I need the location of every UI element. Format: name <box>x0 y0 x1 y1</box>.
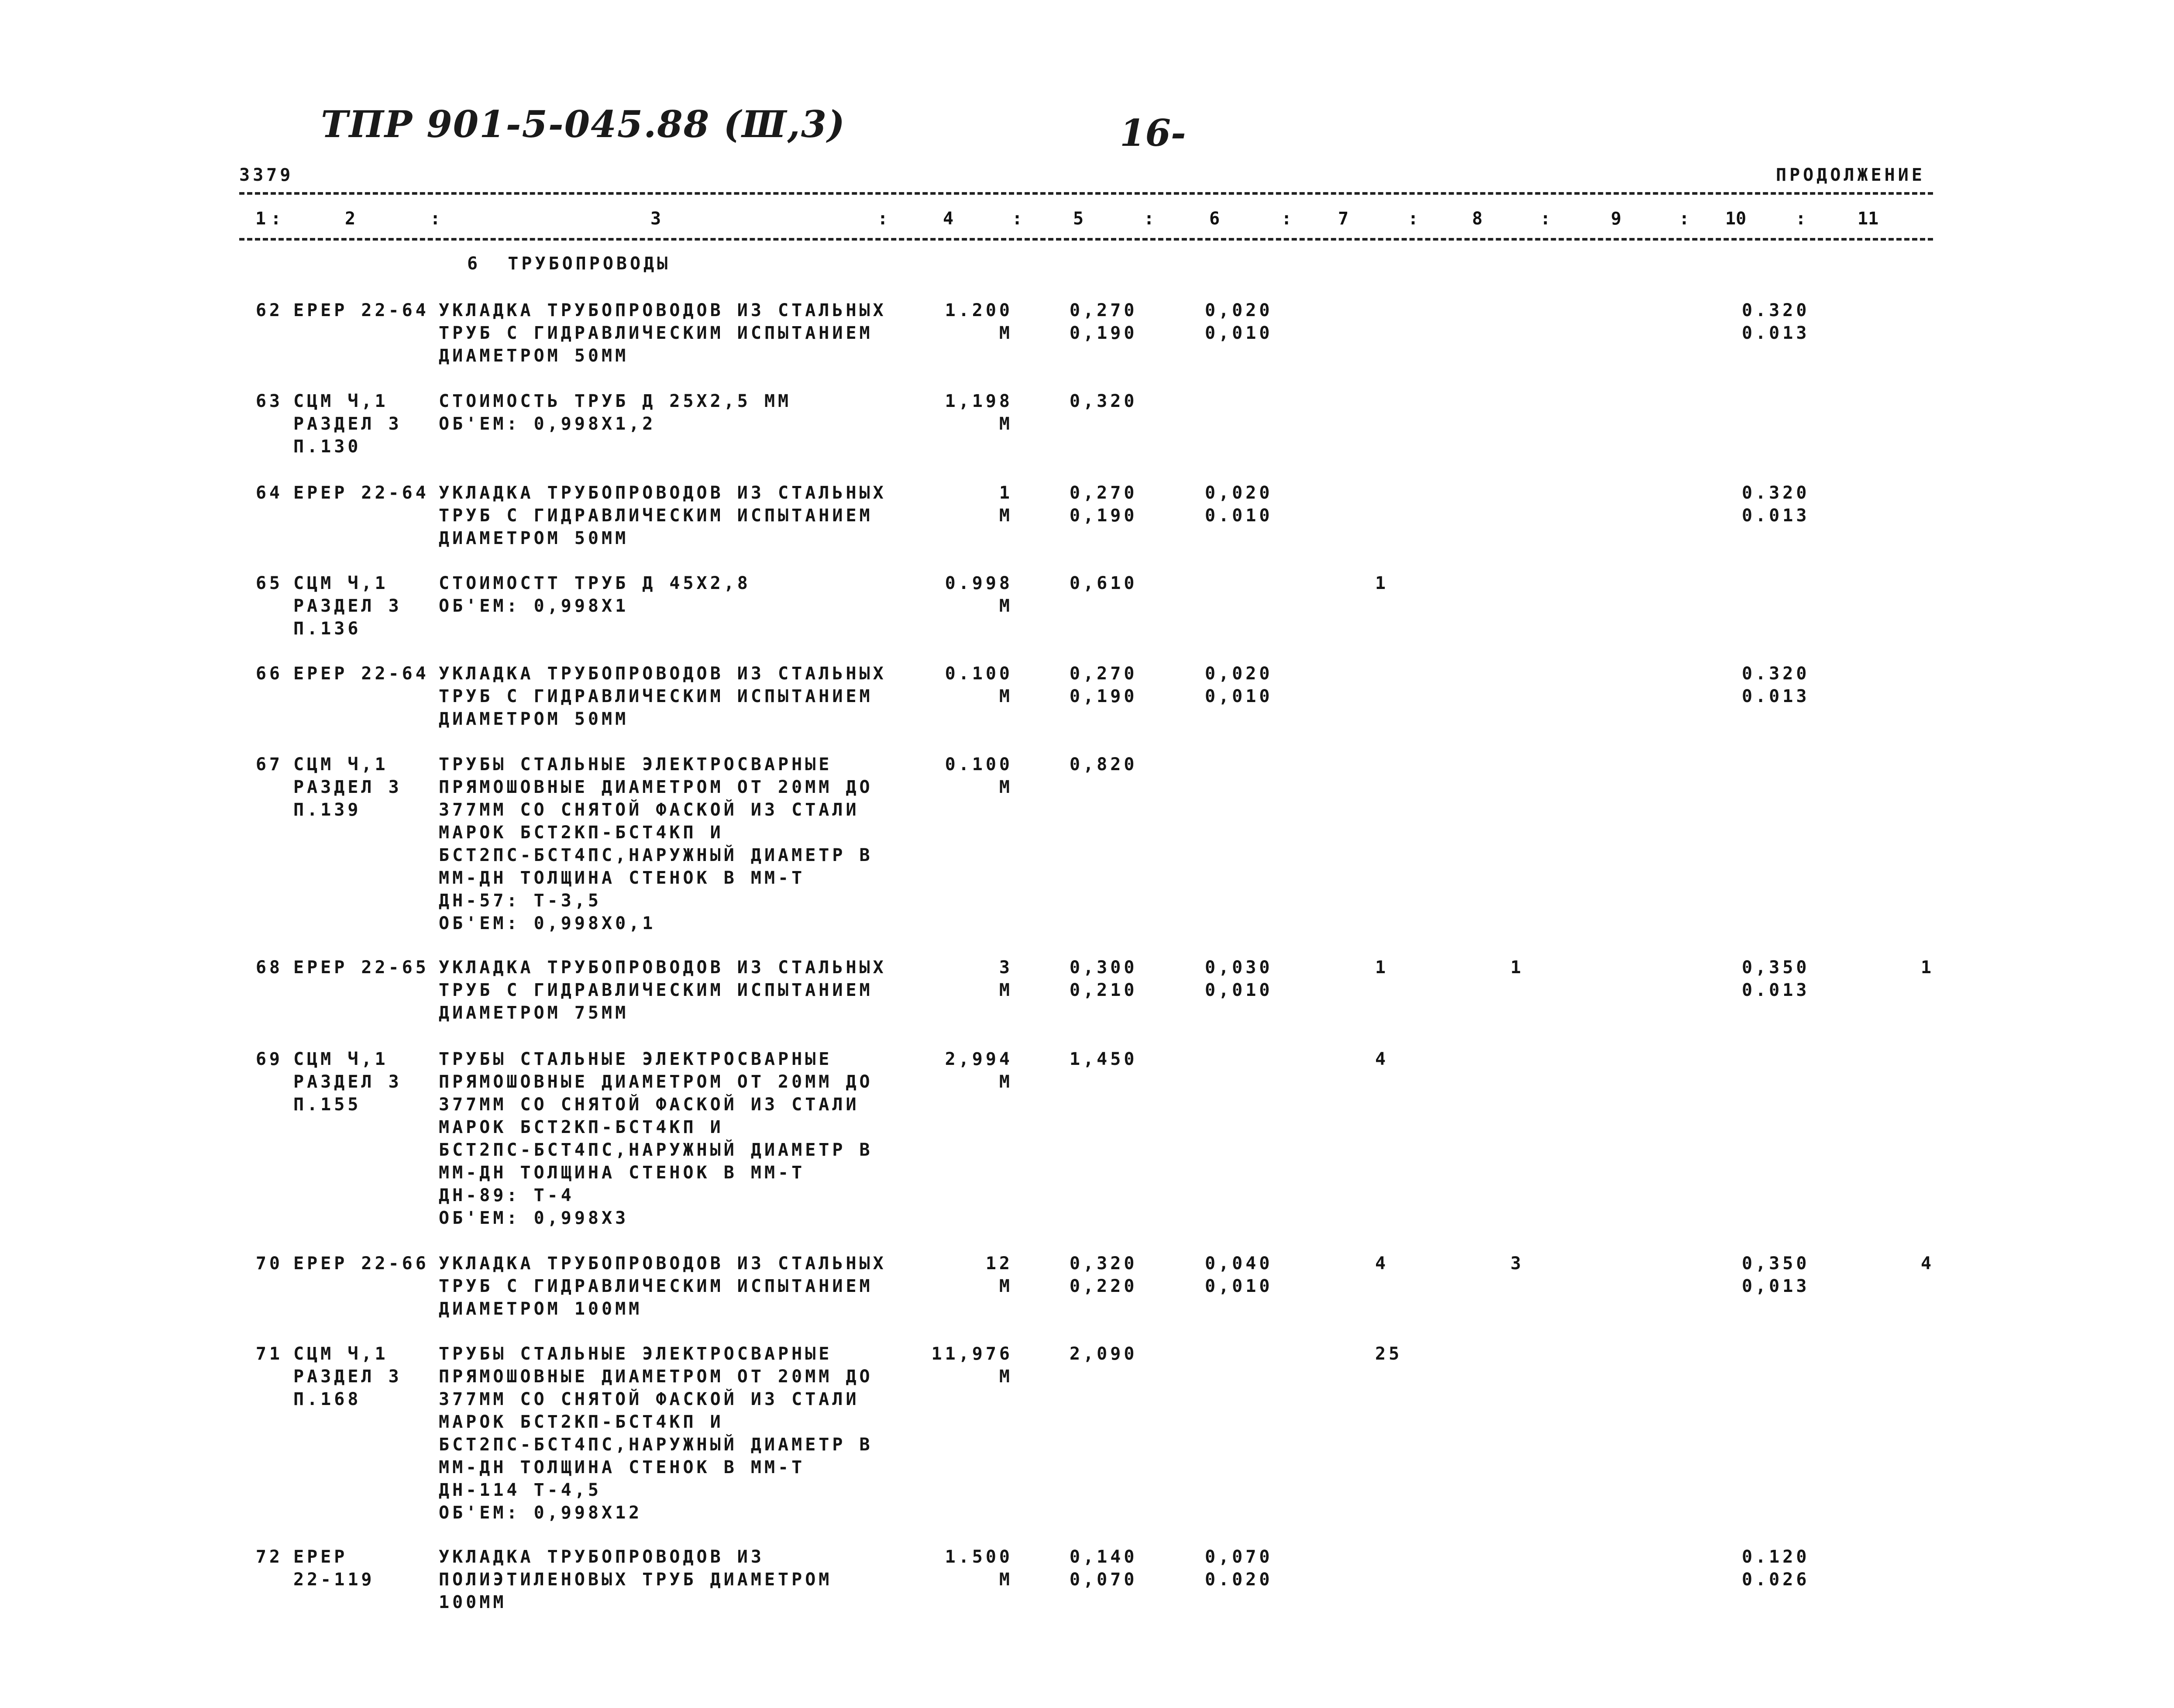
column-5-values <box>1070 482 1201 527</box>
column-header-7: 7 <box>1338 209 1349 229</box>
quantity-unit: М <box>999 596 1013 616</box>
column-5-values-line: 0,210 <box>1070 980 1138 1000</box>
column-separator: : <box>430 209 441 229</box>
column-5-values-line: 0,610 <box>1070 573 1138 593</box>
quantity-cell <box>912 299 1013 344</box>
column-5-values <box>1070 390 1201 413</box>
column-10-values-line: 0.320 <box>1742 300 1810 320</box>
work-description-line: ДН-57: Т-3,5 <box>439 891 602 911</box>
row-number: 64 <box>255 483 283 503</box>
rate-code-line: П.168 <box>293 1389 361 1409</box>
rate-code-line: ЕРЕР 22-66 <box>293 1253 429 1274</box>
quantity-unit: М <box>999 1276 1013 1296</box>
quantity-cell <box>912 662 1013 708</box>
rate-code-line: П.155 <box>293 1095 361 1115</box>
quantity-cell <box>912 572 1013 617</box>
column-7-value: 1 <box>1375 957 1389 978</box>
column-7-value: 1 <box>1375 573 1389 593</box>
quantity-unit: М <box>999 1072 1013 1092</box>
column-5-values-line: 0,270 <box>1070 664 1138 684</box>
rate-code-line: СЦМ Ч,1 <box>293 573 389 593</box>
rate-code-line: РАЗДЕЛ 3 <box>293 414 402 434</box>
column-6-values-line: 0,020 <box>1205 300 1273 320</box>
rate-code <box>293 482 433 504</box>
quantity-cell <box>912 482 1013 527</box>
work-description-line: ДН-114 Т-4,5 <box>439 1480 602 1500</box>
work-description-line: 377ММ СО СНЯТОЙ ФАСКОЙ ИЗ СТАЛИ <box>439 1389 860 1409</box>
column-6-values-line: 0,010 <box>1205 980 1273 1000</box>
row-number: 72 <box>255 1547 283 1567</box>
column-6-values-line: 0,010 <box>1205 686 1273 706</box>
rate-code <box>293 299 433 322</box>
column-10-values-line: 0.013 <box>1742 686 1810 706</box>
work-description <box>439 299 919 367</box>
quantity-value: 0.100 <box>945 664 1013 684</box>
rate-code <box>293 1252 433 1275</box>
column-5-values-line: 0,140 <box>1070 1547 1138 1567</box>
quantity-unit: М <box>999 1367 1013 1387</box>
column-5-values-line: 0,820 <box>1070 754 1138 775</box>
row-number: 66 <box>255 664 283 684</box>
column-5-values <box>1070 662 1201 708</box>
column-6-values-line: 0,020 <box>1205 664 1273 684</box>
column-separator: : <box>877 209 888 229</box>
work-description-line: ДИАМЕТРОМ 50ММ <box>439 709 629 729</box>
rate-code <box>293 956 433 979</box>
work-description-line: УКЛАДКА ТРУБОПРОВОДОВ ИЗ СТАЛЬНЫХ <box>439 300 887 320</box>
work-description-line: 377ММ СО СНЯТОЙ ФАСКОЙ ИЗ СТАЛИ <box>439 800 860 820</box>
column-10-values-line: 0.013 <box>1742 506 1810 526</box>
work-description <box>439 1048 919 1229</box>
column-header-2: 2 <box>345 209 356 229</box>
rate-code-line: РАЗДЕЛ 3 <box>293 1072 402 1092</box>
rate-code-line: РАЗДЕЛ 3 <box>293 596 402 616</box>
work-description-line: ПРЯМОШОВНЫЕ ДИАМЕТРОМ ОТ 20ММ ДО <box>439 777 873 797</box>
column-5-values <box>1070 1546 1201 1591</box>
column-8-value: 1 <box>1510 957 1524 978</box>
column-10-values <box>1742 482 1873 527</box>
quantity-unit: М <box>999 414 1013 434</box>
work-description-line: МАРОК БСТ2КП-БСТ4КП И <box>439 823 724 843</box>
column-5-values-line: 0,270 <box>1070 483 1138 503</box>
column-separator: : <box>1012 209 1023 229</box>
column-10-values-line: 0.026 <box>1742 1570 1810 1590</box>
rate-code-line: РАЗДЕЛ 3 <box>293 777 402 797</box>
rate-code-line: 22-119 <box>293 1570 375 1590</box>
quantity-unit: М <box>999 323 1013 343</box>
rate-code <box>293 1343 433 1411</box>
work-description <box>439 1343 919 1524</box>
quantity-value: 3 <box>999 957 1013 978</box>
work-description-line: ММ-ДН ТОЛЩИНА СТЕНОК В ММ-Т <box>439 868 805 888</box>
rate-code-line: П.139 <box>293 800 361 820</box>
column-6-values-line: 0.020 <box>1205 1570 1273 1590</box>
work-description-line: ДИАМЕТРОМ 75ММ <box>439 1003 629 1023</box>
quantity-value: 0.100 <box>945 754 1013 775</box>
quantity-value: 1.200 <box>945 300 1013 320</box>
column-5-values <box>1070 753 1201 776</box>
work-description-line: ОБ'ЕМ: 0,998Х1 <box>439 596 629 616</box>
column-separator: : <box>1144 209 1155 229</box>
column-5-values <box>1070 299 1201 344</box>
quantity-cell <box>912 753 1013 799</box>
column-header-1: 1 <box>255 209 266 229</box>
column-5-values-line: 0,070 <box>1070 1570 1138 1590</box>
work-description <box>439 482 919 550</box>
work-description-line: БСТ2ПС-БСТ4ПС,НАРУЖНЫЙ ДИАМЕТР В <box>439 1435 873 1455</box>
column-5-values <box>1070 572 1201 595</box>
rate-code-line: ЕРЕР 22-65 <box>293 957 429 978</box>
rate-code <box>293 1546 433 1591</box>
header-top-rule <box>239 192 1933 195</box>
column-5-values-line: 0,190 <box>1070 686 1138 706</box>
column-5-values <box>1070 1252 1201 1298</box>
work-description-line: МАРОК БСТ2КП-БСТ4КП И <box>439 1412 724 1432</box>
quantity-value: 2,994 <box>945 1049 1013 1069</box>
column-separator: : <box>1408 209 1419 229</box>
column-6-values-line: 0,040 <box>1205 1253 1273 1274</box>
quantity-unit: М <box>999 980 1013 1000</box>
work-description <box>439 662 919 730</box>
column-10-values <box>1742 662 1873 708</box>
work-description-line: УКЛАДКА ТРУБОПРОВОДОВ ИЗ СТАЛЬНЫХ <box>439 957 887 978</box>
work-description-line: МАРОК БСТ2КП-БСТ4КП И <box>439 1117 724 1137</box>
column-5-values-line: 0,190 <box>1070 323 1138 343</box>
quantity-value: 1,198 <box>945 391 1013 411</box>
column-separator: : <box>1540 209 1551 229</box>
work-description-line: ММ-ДН ТОЛЩИНА СТЕНОК В ММ-Т <box>439 1457 805 1477</box>
work-description <box>439 572 919 617</box>
rate-code-line: ЕРЕР <box>293 1547 348 1567</box>
work-description-line: ТРУБ С ГИДРАВЛИЧЕСКИМ ИСПЫТАНИЕМ <box>439 1276 873 1296</box>
column-10-values-line: 0.013 <box>1742 323 1810 343</box>
column-6-values-line: 0,030 <box>1205 957 1273 978</box>
quantity-unit: М <box>999 1570 1013 1590</box>
column-7-value: 25 <box>1375 1344 1403 1364</box>
column-5-values-line: 0,270 <box>1070 300 1138 320</box>
page-number: 16- <box>1120 111 1186 155</box>
work-description-line: 100ММ <box>439 1592 507 1612</box>
rate-code-line: СЦМ Ч,1 <box>293 1344 389 1364</box>
work-description <box>439 956 919 1024</box>
column-5-values <box>1070 956 1201 1002</box>
column-6-values <box>1205 299 1336 344</box>
quantity-cell <box>912 1546 1013 1591</box>
column-8-value: 3 <box>1510 1253 1524 1274</box>
quantity-cell <box>912 1343 1013 1388</box>
work-description-line: ТРУБ С ГИДРАВЛИЧЕСКИМ ИСПЫТАНИЕМ <box>439 980 873 1000</box>
row-number: 71 <box>255 1344 283 1364</box>
work-description-line: ОБ'ЕМ: 0,998Х3 <box>439 1208 629 1228</box>
work-description-line: 377ММ СО СНЯТОЙ ФАСКОЙ ИЗ СТАЛИ <box>439 1095 860 1115</box>
quantity-value: 0.998 <box>945 573 1013 593</box>
column-header-10: 10 <box>1725 209 1747 229</box>
column-10-values <box>1742 956 1873 1002</box>
column-separator: : <box>1796 209 1806 229</box>
column-10-values-line: 0.320 <box>1742 664 1810 684</box>
work-description-line: УКЛАДКА ТРУБОПРОВОДОВ ИЗ <box>439 1547 764 1567</box>
document-code: ТПР 901-5-045.88 (Ⅲ,3) <box>321 103 846 146</box>
column-7-value: 4 <box>1375 1253 1389 1274</box>
work-description-line: СТОИМОСТЬ ТРУБ Д 25Х2,5 ММ <box>439 391 792 411</box>
column-header-8: 8 <box>1472 209 1483 229</box>
column-11-value: 1 <box>1921 957 1935 978</box>
row-number: 67 <box>255 754 283 775</box>
work-description-line: ТРУБЫ СТАЛЬНЫЕ ЭЛЕКТРОСВАРНЫЕ <box>439 1049 832 1069</box>
rate-code <box>293 1048 433 1116</box>
work-description-line: УКЛАДКА ТРУБОПРОВОДОВ ИЗ СТАЛЬНЫХ <box>439 664 887 684</box>
row-number: 65 <box>255 573 283 593</box>
column-separator: : <box>1281 209 1292 229</box>
work-description-line: ТРУБ С ГИДРАВЛИЧЕСКИМ ИСПЫТАНИЕМ <box>439 686 873 706</box>
column-header-9: 9 <box>1611 209 1622 229</box>
column-5-values-line: 1,450 <box>1070 1049 1138 1069</box>
quantity-unit: М <box>999 777 1013 797</box>
work-description-line: ОБ'ЕМ: 0,998Х1,2 <box>439 414 656 434</box>
work-description <box>439 1546 919 1614</box>
column-header-3: 3 <box>650 209 661 229</box>
column-6-values <box>1205 1252 1336 1298</box>
work-description-line: УКЛАДКА ТРУБОПРОВОДОВ ИЗ СТАЛЬНЫХ <box>439 1253 887 1274</box>
column-10-values-line: 0.120 <box>1742 1547 1810 1567</box>
section-title: 6 ТРУБОПРОВОДЫ <box>467 254 671 274</box>
row-number: 63 <box>255 391 283 411</box>
column-10-values-line: 0,350 <box>1742 957 1810 978</box>
column-10-values-line: 0,350 <box>1742 1253 1810 1274</box>
rate-code <box>293 662 433 685</box>
rate-code-line: ЕРЕР 22-64 <box>293 300 429 320</box>
work-description-line: ТРУБЫ СТАЛЬНЫЕ ЭЛЕКТРОСВАРНЫЕ <box>439 1344 832 1364</box>
quantity-cell <box>912 1252 1013 1298</box>
column-6-values <box>1205 956 1336 1002</box>
rate-code <box>293 753 433 821</box>
quantity-unit: М <box>999 506 1013 526</box>
column-separator: : <box>1679 209 1690 229</box>
column-5-values-line: 0,220 <box>1070 1276 1138 1296</box>
column-header-4: 4 <box>943 209 954 229</box>
column-10-values <box>1742 1252 1873 1298</box>
work-description <box>439 753 919 935</box>
work-description-line: ТРУБЫ СТАЛЬНЫЕ ЭЛЕКТРОСВАРНЫЕ <box>439 754 832 775</box>
quantity-unit: М <box>999 686 1013 706</box>
row-number: 62 <box>255 300 283 320</box>
column-6-values-line: 0,070 <box>1205 1547 1273 1567</box>
work-description-line: УКЛАДКА ТРУБОПРОВОДОВ ИЗ СТАЛЬНЫХ <box>439 483 887 503</box>
rate-code-line: СЦМ Ч,1 <box>293 1049 389 1069</box>
work-description-line: ДИАМЕТРОМ 50ММ <box>439 528 629 548</box>
quantity-value: 1 <box>999 483 1013 503</box>
quantity-cell <box>912 1048 1013 1093</box>
column-6-values-line: 0,010 <box>1205 1276 1273 1296</box>
quantity-cell <box>912 956 1013 1002</box>
quantity-value: 12 <box>985 1253 1013 1274</box>
work-description-line: БСТ2ПС-БСТ4ПС,НАРУЖНЫЙ ДИАМЕТР В <box>439 1140 873 1160</box>
column-5-values-line: 2,090 <box>1070 1344 1138 1364</box>
rate-code-line: П.136 <box>293 619 361 639</box>
column-separator: : <box>271 209 282 229</box>
work-description-line: БСТ2ПС-БСТ4ПС,НАРУЖНЫЙ ДИАМЕТР В <box>439 845 873 865</box>
column-10-values <box>1742 1546 1873 1591</box>
column-5-values-line: 0,320 <box>1070 391 1138 411</box>
rate-code <box>293 390 433 458</box>
column-7-value: 4 <box>1375 1049 1389 1069</box>
column-header-5: 5 <box>1073 209 1084 229</box>
quantity-value: 1.500 <box>945 1547 1013 1567</box>
rate-code-line: ЕРЕР 22-64 <box>293 664 429 684</box>
work-description-line: ОБ'ЕМ: 0,998Х12 <box>439 1503 643 1523</box>
column-6-values-line: 0,020 <box>1205 483 1273 503</box>
column-5-values-line: 0,320 <box>1070 1253 1138 1274</box>
column-6-values-line: 0,010 <box>1205 323 1273 343</box>
row-number: 68 <box>255 957 283 978</box>
column-5-values <box>1070 1343 1201 1365</box>
column-6-values <box>1205 482 1336 527</box>
rate-code-line: ЕРЕР 22-64 <box>293 483 429 503</box>
rate-code <box>293 572 433 640</box>
rate-code-line: РАЗДЕЛ 3 <box>293 1367 402 1387</box>
column-6-values <box>1205 662 1336 708</box>
column-10-values <box>1742 299 1873 344</box>
work-description-line: ТРУБ С ГИДРАВЛИЧЕСКИМ ИСПЫТАНИЕМ <box>439 506 873 526</box>
work-description-line: ПОЛИЭТИЛЕНОВЫХ ТРУБ ДИАМЕТРОМ <box>439 1570 832 1590</box>
work-description <box>439 390 919 435</box>
column-11-value: 4 <box>1921 1253 1935 1274</box>
column-header-6: 6 <box>1209 209 1220 229</box>
work-description-line: ДИАМЕТРОМ 50ММ <box>439 346 629 366</box>
work-description-line: ТРУБ С ГИДРАВЛИЧЕСКИМ ИСПЫТАНИЕМ <box>439 323 873 343</box>
column-5-values-line: 0,190 <box>1070 506 1138 526</box>
work-description-line: СТОИМОСТТ ТРУБ Д 45Х2,8 <box>439 573 751 593</box>
work-description-line: ММ-ДН ТОЛЩИНА СТЕНОК В ММ-Т <box>439 1163 805 1183</box>
work-description-line: ДИАМЕТРОМ 100ММ <box>439 1299 643 1319</box>
rate-code-line: П.130 <box>293 437 361 457</box>
row-number: 69 <box>255 1049 283 1069</box>
column-6-values-line: 0.010 <box>1205 506 1273 526</box>
row-number: 70 <box>255 1253 283 1274</box>
column-10-values-line: 0.320 <box>1742 483 1810 503</box>
work-description-line: ПРЯМОШОВНЫЕ ДИАМЕТРОМ ОТ 20ММ ДО <box>439 1367 873 1387</box>
rate-code-line: СЦМ Ч,1 <box>293 391 389 411</box>
column-header-11: 11 <box>1858 209 1879 229</box>
continuation-label: ПРОДОЛЖЕНИЕ <box>1776 165 1925 185</box>
quantity-cell <box>912 390 1013 435</box>
column-5-values <box>1070 1048 1201 1071</box>
header-bottom-rule <box>239 238 1933 241</box>
column-6-values <box>1205 1546 1336 1591</box>
quantity-value: 11,976 <box>931 1344 1013 1364</box>
work-description <box>439 1252 919 1320</box>
work-description-line: ПРЯМОШОВНЫЕ ДИАМЕТРОМ ОТ 20ММ ДО <box>439 1072 873 1092</box>
column-10-values-line: 0,013 <box>1742 1276 1810 1296</box>
column-10-values-line: 0.013 <box>1742 980 1810 1000</box>
work-description-line: ОБ'ЕМ: 0,998Х0,1 <box>439 913 656 933</box>
rate-code-line: СЦМ Ч,1 <box>293 754 389 775</box>
work-description-line: ДН-89: Т-4 <box>439 1185 574 1205</box>
column-5-values-line: 0,300 <box>1070 957 1138 978</box>
sheet-id: 3379 <box>239 165 294 185</box>
